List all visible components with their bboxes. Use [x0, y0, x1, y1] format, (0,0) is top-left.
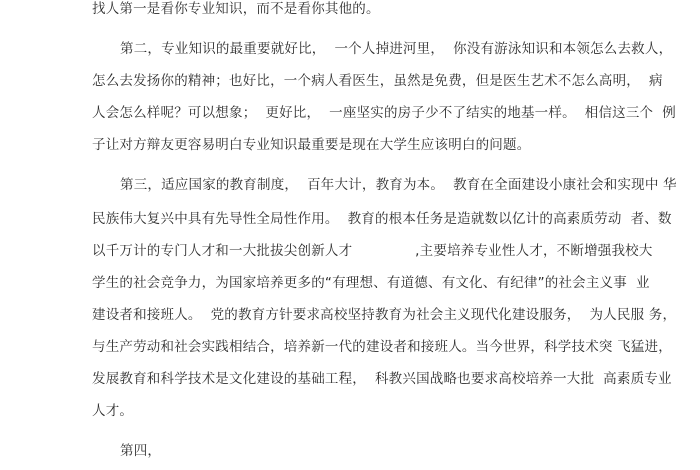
text-line-6: 第三，适应国家的教育制度， 百年大计，教育为本。 教育在全面建设小康社会和实现中 华	[120, 177, 677, 193]
text-line-8: 以千万计的专门人才和一大批拔尖创新人才 ,主要培养专业性人才，不断增强我校大	[92, 243, 653, 259]
text-line-4: 人会怎么样呢？可以想象； 更好比， 一座坚实的房子少不了结实的地基一样。 相信这三个 例	[92, 105, 676, 121]
text-line-10: 建设者和接班人。 党的教育方针要求高校坚持教育为社会主义现代化建设服务， 为人民服 务，	[92, 307, 677, 323]
text-line-2: 第二，专业知识的最重要就好比， 一个人掉进河里， 你没有游泳知识和本领怎么去救人，	[120, 41, 673, 57]
text-line-3: 怎么去发扬你的精神；也好比，一个病人看医生，虽然是免费，但是医生艺术不怎么高明， 病	[92, 73, 663, 89]
text-line-11: 与生产劳动和社会实践相结合，培养新一代的建设者和接班人。当今世界，科学技术突 飞猛进，	[92, 339, 672, 355]
text-line-1: 找人第一是看你专业知识，而不是看你其他的。	[92, 1, 380, 17]
text-line-7: 民族伟大复兴中具有先导性全局性作用。 教育的根本任务是造就数以亿计的高素质劳动 者、数	[92, 211, 672, 227]
text-line-12: 发展教育和科学技术是文化建设的基础工程， 科教兴国战略也要求高校培养一大批 高素质专业	[92, 371, 672, 387]
text-line-9: 学生的社会竞争力，为国家培养更多的“有理想、有道德、有文化、有纪律”的社会主义事 业	[92, 275, 650, 291]
text-line-14: 第四，	[120, 443, 162, 459]
text-line-5: 子让对方辩友更容易明白专业知识最重要是现在大学生应该明白的问题。	[92, 137, 531, 153]
text-line-13: 人才。	[92, 403, 134, 419]
